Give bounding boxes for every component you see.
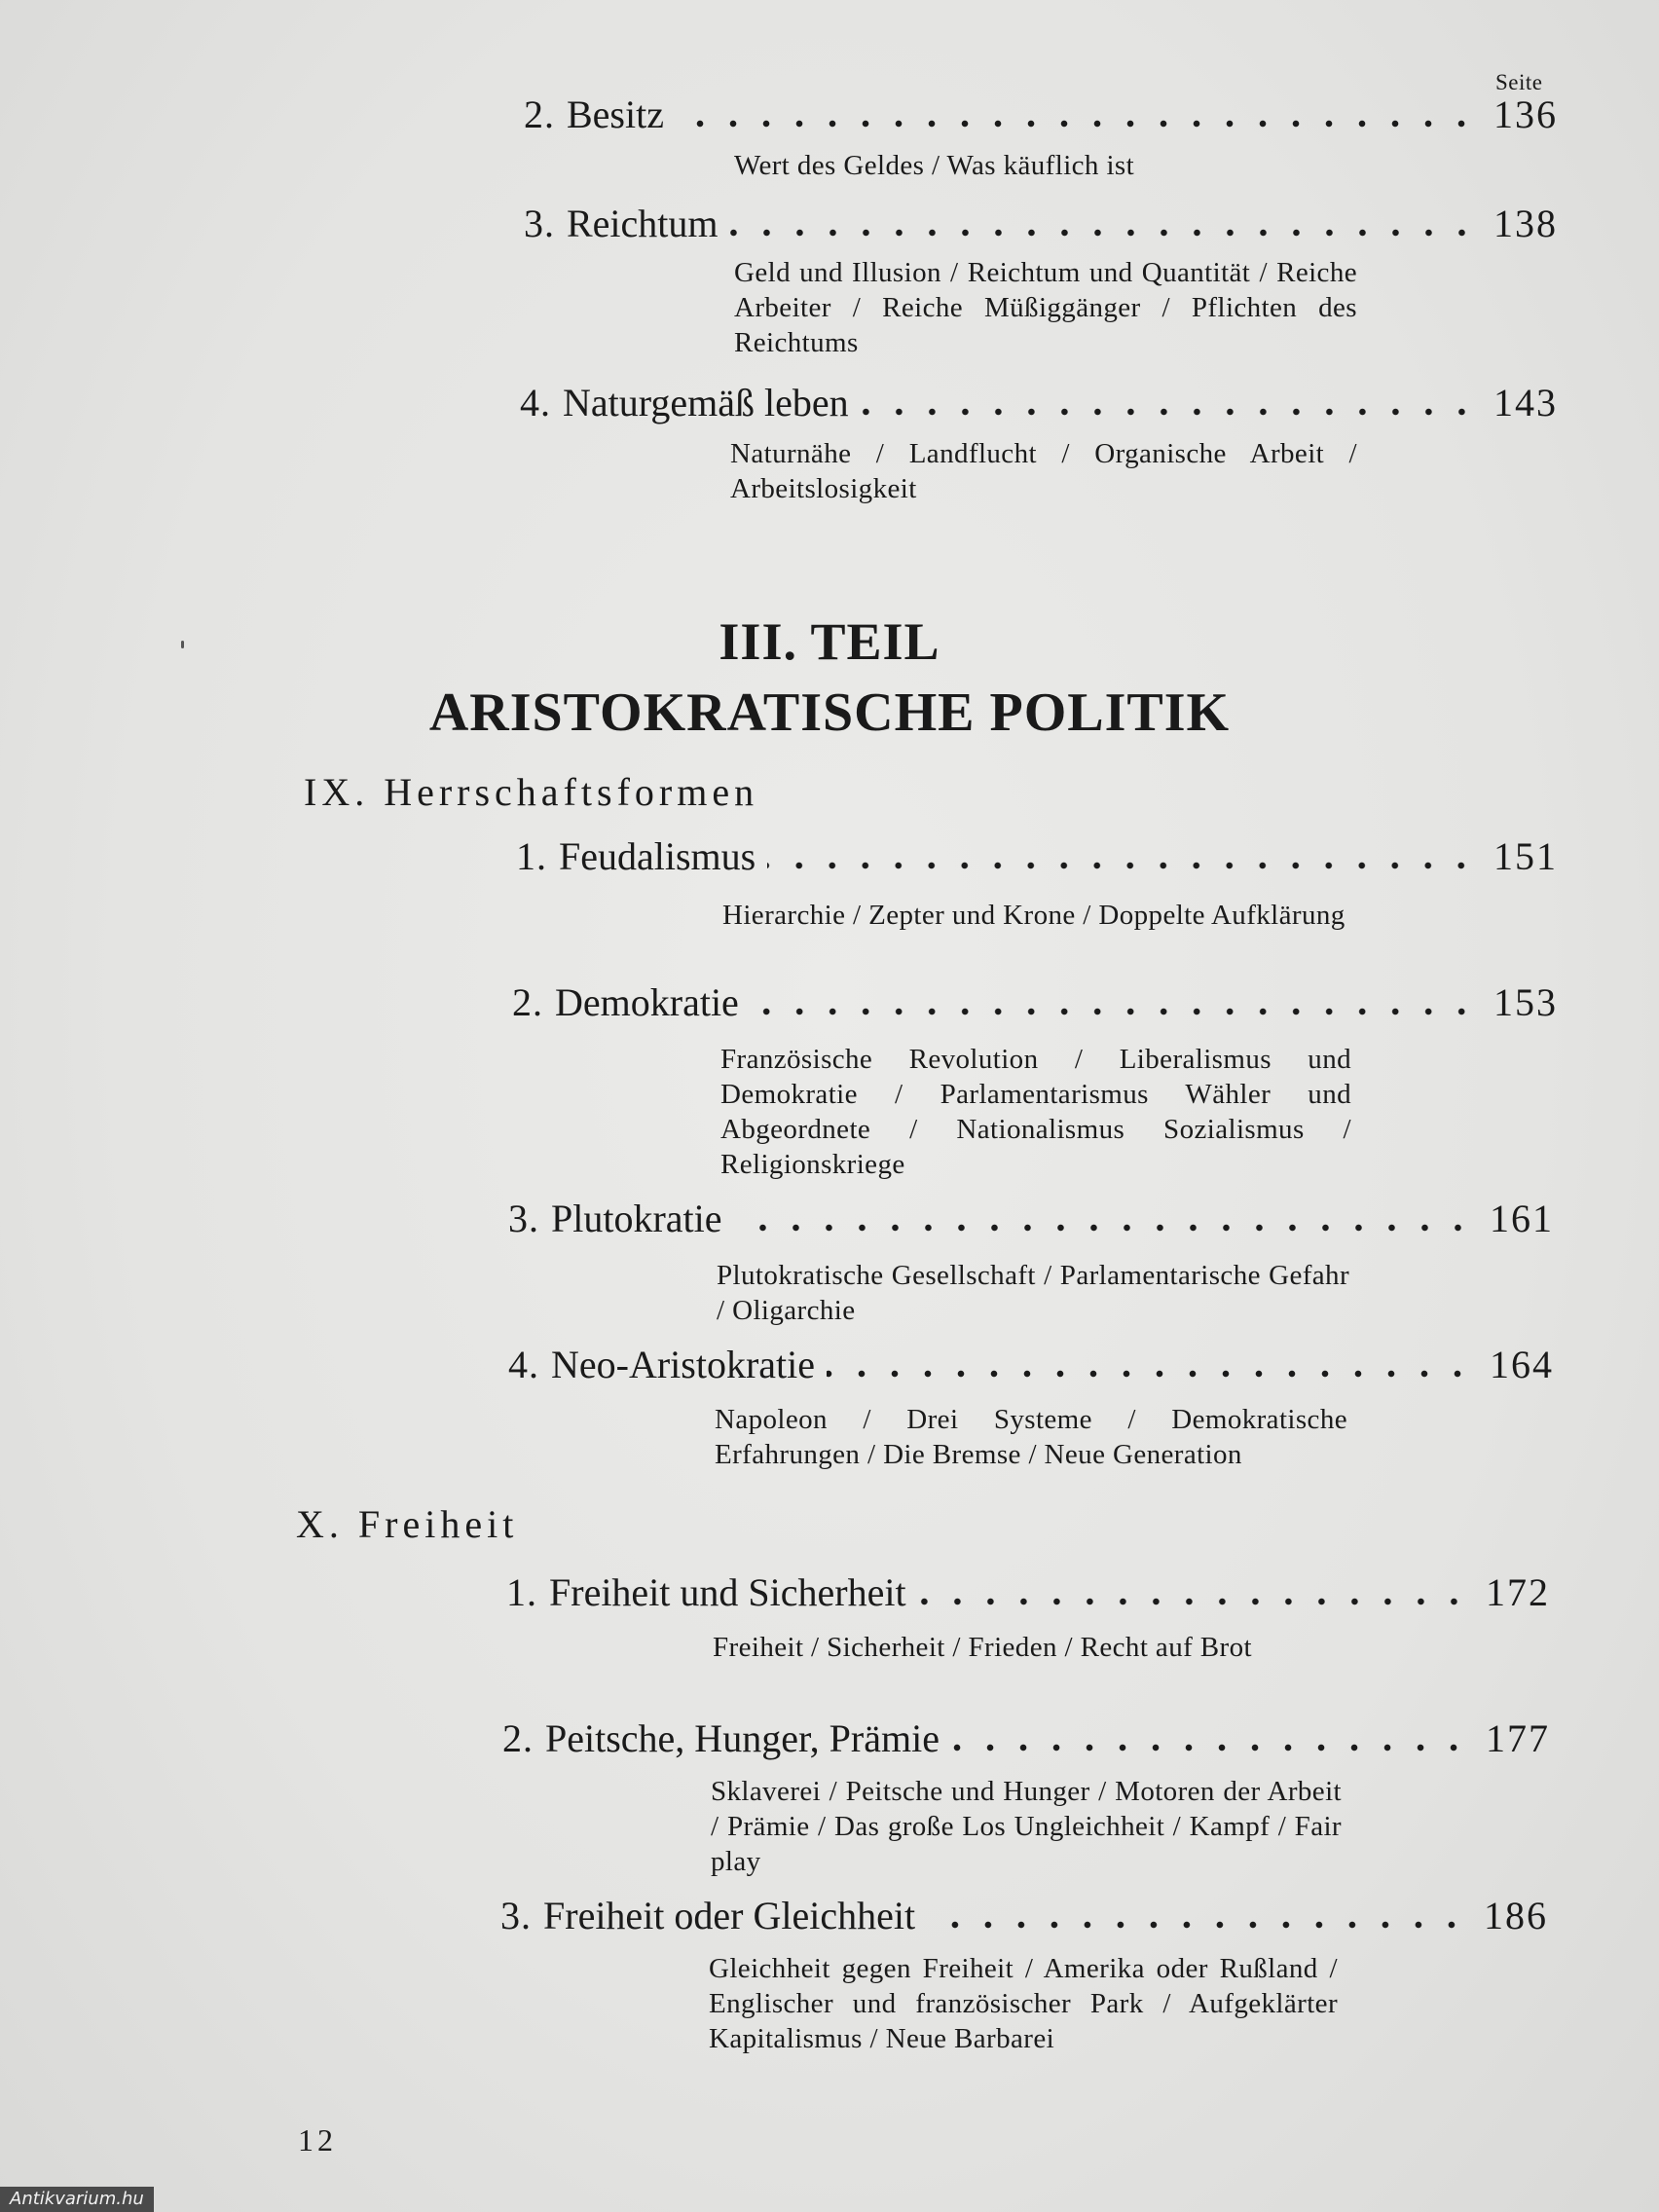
entry-page-number: 161: [1490, 1197, 1554, 1240]
toc-entry: [524, 92, 1558, 142]
entry-number: 4.: [520, 381, 551, 424]
toc-entry: [502, 1715, 1550, 1766]
entry-subtopics: Sklaverei / Peitsche und Hunger / Motoren der Arbeit / Prämie / Das große Los Ungleichheit / Kampf / Fair play: [711, 1776, 1342, 1877]
entry-subtopics: Wert des Geldes / Was käuflich ist: [734, 150, 1135, 181]
entry-page-number: 177: [1486, 1716, 1550, 1760]
entry-subtopics: Plutokratische Gesellschaft / Parlamentarische Gefahr / Oligarchie: [717, 1260, 1349, 1326]
dot-leader: [751, 1001, 1478, 1030]
entry-subtopics: Naturnähe / Landflucht / Organische Arbeit / Arbeitslosigkeit: [730, 438, 1357, 504]
entry-number: 2.: [512, 980, 543, 1024]
entry-title: Feudalismus: [559, 834, 756, 878]
entry-subtopics: Napoleon / Drei Systeme / Demokratische Erfahrungen / Die Bremse / Neue Generation: [715, 1404, 1347, 1470]
entry-number: 2.: [502, 1716, 534, 1760]
entry-title: Freiheit und Sicherheit: [549, 1570, 906, 1614]
entry-subtopics: Französische Revolution / Liberalismus und Demokratie / Parlamentarismus Wähler und Abgeordnete / Nationalismus Sozialismus / Religionskriege: [720, 1044, 1351, 1180]
chapter-heading: IX. Herrschaftsformen: [304, 770, 759, 814]
toc-entry: [516, 833, 1558, 884]
dot-leader: [734, 1217, 1474, 1246]
entry-number: 1.: [506, 1570, 537, 1614]
chapter-heading: X. Freiheit: [296, 1502, 519, 1546]
dot-leader: [767, 855, 1478, 884]
dot-leader: [676, 113, 1478, 142]
entry-title: Naturgemäß leben: [563, 381, 849, 424]
entry-page-number: 136: [1493, 92, 1558, 136]
entry-title: Freiheit oder Gleichheit: [543, 1894, 916, 1937]
toc-entry: [508, 1342, 1554, 1392]
entry-page-number: 186: [1484, 1894, 1548, 1937]
toc-entry: [500, 1893, 1548, 1943]
toc-entry: [512, 979, 1558, 1030]
entry-page-number: 151: [1493, 834, 1558, 878]
toc-entry: [524, 201, 1558, 251]
dot-leader: [927, 1914, 1468, 1943]
entry-title: Plutokratie: [551, 1197, 722, 1240]
part-title-heading: ARISTOKRATISCHE POLITIK: [428, 682, 1231, 743]
page-column-header: Seite: [1495, 70, 1543, 94]
entry-title: Reichtum: [567, 202, 719, 245]
part-number-heading: III. TEIL: [719, 612, 940, 671]
entry-page-number: 164: [1490, 1343, 1554, 1386]
entry-number: 2.: [524, 92, 555, 136]
entry-page-number: 153: [1493, 980, 1558, 1024]
entry-number: 1.: [516, 834, 547, 878]
entry-title: Demokratie: [555, 980, 739, 1024]
entry-title: Peitsche, Hunger, Prämie: [545, 1716, 940, 1760]
toc-entry: [520, 380, 1558, 430]
entry-number: 4.: [508, 1343, 539, 1386]
entry-subtopics: Geld und Illusion / Reichtum und Quantität / Reiche Arbeiter / Reiche Müßiggänger / Pflichten des Reichtums: [734, 257, 1357, 358]
dot-leader: [827, 1363, 1474, 1392]
toc-entry: [508, 1196, 1554, 1246]
dot-leader: [861, 401, 1478, 430]
entry-number: 3.: [500, 1894, 532, 1937]
dot-leader: [918, 1591, 1470, 1620]
watermark-logo: Antikvarium.hu: [0, 2187, 154, 2212]
dot-leader: [951, 1737, 1470, 1766]
page-folio-number: 12: [298, 2122, 337, 2157]
entry-page-number: 138: [1493, 202, 1558, 245]
entry-number: 3.: [508, 1197, 539, 1240]
entry-subtopics: Gleichheit gegen Freiheit / Amerika oder Rußland / Englischer und französischer Park / Aufgeklärter Kapitalismus / Neue Barbarei: [709, 1953, 1338, 2054]
toc-entry: [506, 1569, 1550, 1620]
entry-subtopics: Freiheit / Sicherheit / Frieden / Recht auf Brot: [713, 1632, 1252, 1663]
entry-title: Besitz: [567, 92, 664, 136]
entry-page-number: 143: [1493, 381, 1558, 424]
dot-leader: [730, 222, 1478, 251]
entry-subtopics: Hierarchie / Zepter und Krone / Doppelte Aufklärung: [722, 900, 1346, 931]
entry-page-number: 172: [1486, 1570, 1550, 1614]
entry-number: 3.: [524, 202, 555, 245]
entry-title: Neo-Aristokratie: [551, 1343, 816, 1386]
